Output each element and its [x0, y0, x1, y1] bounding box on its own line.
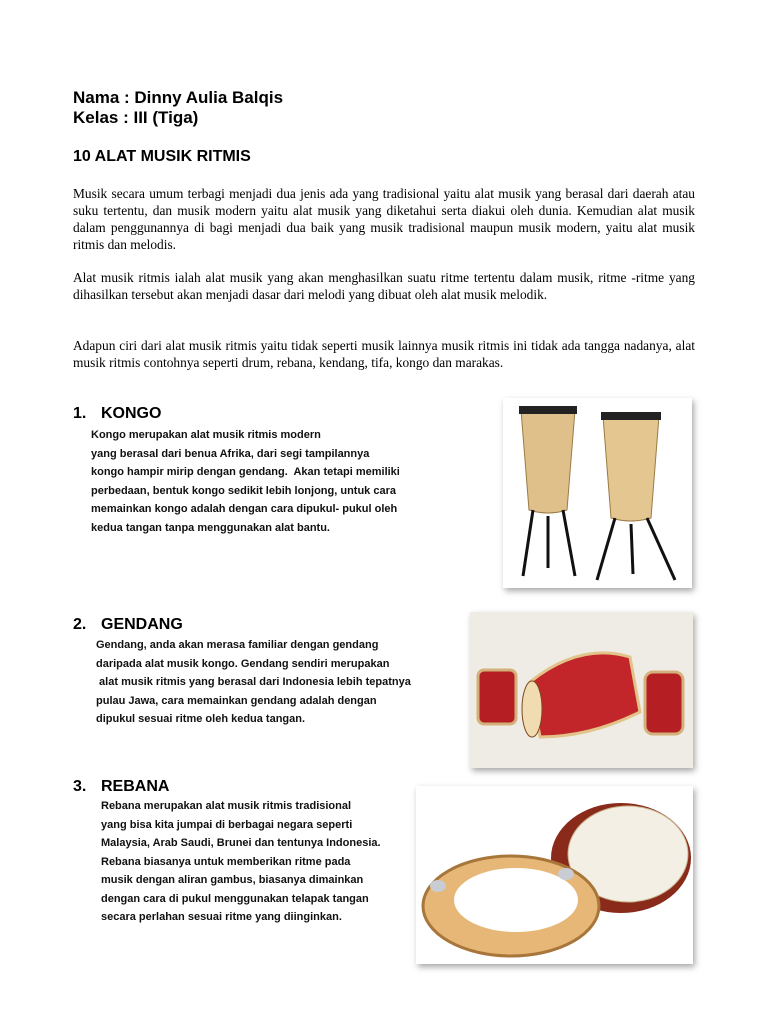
kongo-image	[503, 398, 692, 588]
section-number: 1.	[73, 405, 87, 422]
rebana-image	[416, 786, 693, 964]
section-title: REBANA	[101, 778, 170, 795]
document-title: 10 ALAT MUSIK RITMIS	[73, 148, 251, 165]
intro-paragraph-3: Adapun ciri dari alat musik ritmis yaitu tidak seperti musik lainnya musik ritmis ini tidak ada tangga nadanya, alat musik ritmis contohnya seperti drum, rebana, kendang, tifa, kongo dan marakas.	[73, 338, 695, 370]
text-line: yang bisa kita jumpai di berbagai negara seperti	[101, 818, 353, 831]
section-text-kongo	[91, 426, 400, 537]
text-line: dengan cara di pukul menggunakan telapak tangan	[101, 892, 369, 905]
text-line: Rebana merupakan alat musik ritmis tradisional	[101, 800, 352, 812]
text-line: musik dengan aliran gambus, biasanya dimainkan	[101, 874, 364, 886]
student-class: Kelas : III (Tiga)	[73, 108, 199, 127]
student-name: Nama : Dinny Aulia Balqis	[73, 88, 284, 107]
section-heading-gendang	[73, 616, 183, 634]
text-line: kongo hampir mirip dengan gendang. Akan tetapi memiliki	[91, 466, 400, 478]
section-heading-rebana	[73, 778, 169, 796]
intro-paragraph-1: Musik secara umum terbagi menjadi dua jenis ada yang tradisional yaitu alat musik yang berasal dari daerah atau suku tertentu, dan musik modern yaitu alat musik yang diketahui serta diakui oleh dunia. Kemudian alat musik dalam penggunannya di bagi menjadi dua baik yang musik tradisional maupun musik modern, yaitu alat musik ritmis dan melodis.	[73, 186, 695, 252]
section-number: 3.	[73, 778, 87, 795]
gendang-image	[470, 612, 693, 768]
text-line: perbedaan, bentuk kongo sedikit lebih lonjong, untuk cara	[91, 484, 396, 497]
text-line: kedua tangan tanpa menggunakan alat bantu.	[91, 521, 330, 534]
section-title: GENDANG	[101, 616, 183, 633]
text-line: dipukul sesuai ritme oleh kedua tangan.	[96, 713, 306, 725]
section-text-gendang	[96, 636, 411, 729]
section-heading-kongo	[73, 405, 161, 423]
text-line: Kongo merupakan alat musik ritmis modern	[91, 429, 321, 441]
text-line: pulau Jawa, cara memainkan gendang adalah dengan	[96, 694, 377, 707]
section-number: 2.	[73, 616, 87, 633]
text-line: Malaysia, Arab Saudi, Brunei dan tentunya Indonesia.	[101, 837, 381, 849]
text-line: memainkan kongo adalah dengan cara dipukul- pukul oleh	[91, 503, 398, 515]
text-line: Gendang, anda akan merasa familiar dengan gendang	[96, 639, 379, 651]
text-line: daripada alat musik kongo. Gendang sendiri merupakan	[96, 657, 390, 670]
intro-paragraph-2: Alat musik ritmis ialah alat musik yang akan menghasilkan suatu ritme tertentu dalam musik, ritme -ritme yang dihasilkan tersebut akan menjadi dasar dari melodi yang dibuat oleh alat musik melodik.	[73, 270, 695, 302]
section-text-rebana	[101, 797, 381, 927]
text-line: secara perlahan sesuai ritme yang diinginkan.	[101, 911, 342, 923]
text-line: yang berasal dari benua Afrika, dari segi tampilannya	[91, 447, 370, 460]
text-line: Rebana biasanya untuk memberikan ritme pada	[101, 855, 351, 868]
section-title: KONGO	[101, 405, 162, 422]
text-line: alat musik ritmis yang berasal dari Indonesia lebih tepatnya	[96, 676, 411, 688]
